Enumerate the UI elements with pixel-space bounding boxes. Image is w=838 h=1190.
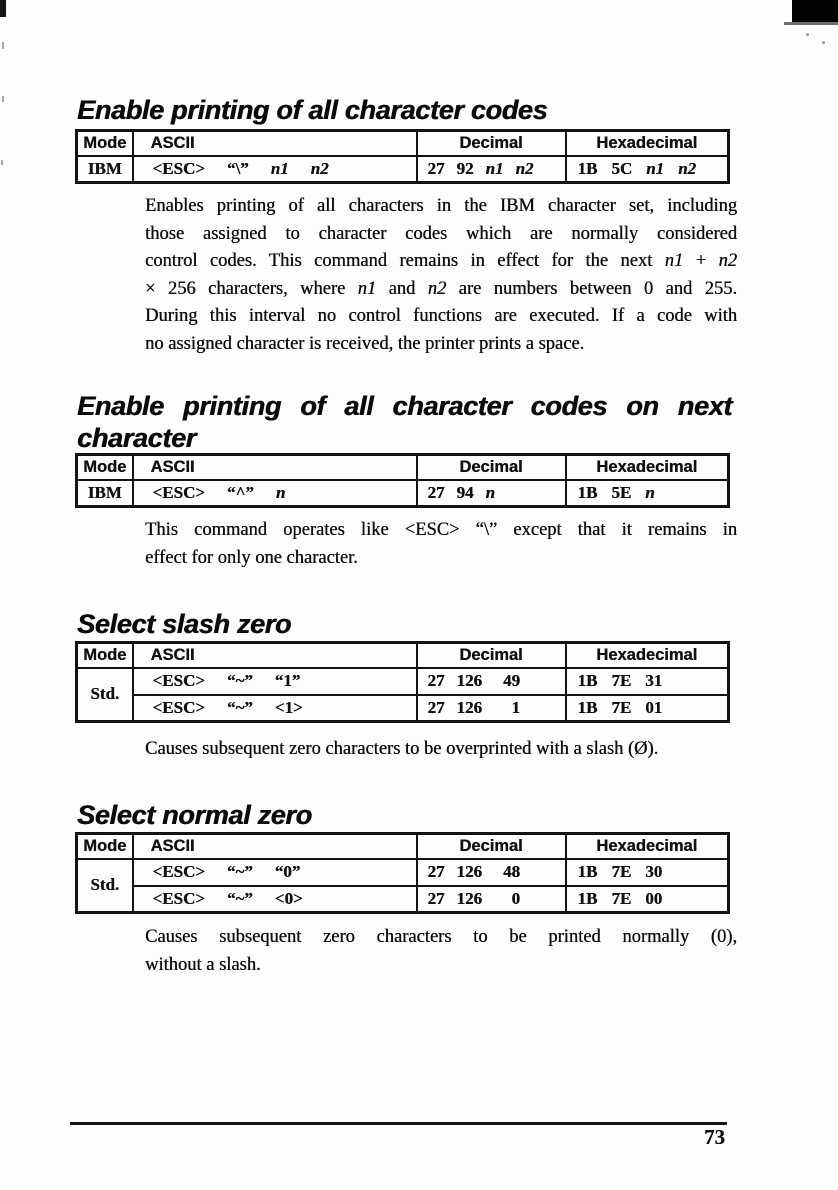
description-paragraph xyxy=(145,736,737,764)
column-header-ascii: ASCII xyxy=(133,834,417,859)
table-row xyxy=(77,695,729,722)
table-header-row xyxy=(77,455,729,480)
ascii-cell: <ESC> “~” <1> xyxy=(133,695,417,722)
hex-cell: 1B 5C n1 n2 xyxy=(566,156,729,183)
table-row xyxy=(77,668,729,695)
command-code-table xyxy=(75,832,730,914)
body-text-line: During this interval no control functions are executed. If a code with xyxy=(145,306,737,326)
scan-noise xyxy=(2,42,4,49)
scan-mark-top-right-underline xyxy=(784,22,838,25)
heading-line: Select slash zero xyxy=(77,609,292,640)
body-text-line: This command operates like <ESC> “\” except that it remains in xyxy=(145,520,737,540)
ascii-cell: <ESC> “~” “1” xyxy=(133,668,417,695)
hex-cell: 1B 7E 30 xyxy=(566,859,729,886)
description-paragraph xyxy=(145,924,737,979)
body-text-line: control codes. This command remains in effect for the next n1 + n2 xyxy=(145,251,737,271)
command-code-table xyxy=(75,129,730,184)
table-header-row xyxy=(77,643,729,668)
mode-cell: Std. xyxy=(77,859,133,913)
ascii-cell: <ESC> “^” n xyxy=(133,480,417,507)
column-header-decimal: Decimal xyxy=(417,834,566,859)
section-heading-select-slash-zero xyxy=(77,608,732,640)
section-heading-enable-next-character xyxy=(77,390,732,454)
column-header-decimal: Decimal xyxy=(417,643,566,668)
body-text-line: × 256 characters, where n1 and n2 are numbers between 0 and 255. xyxy=(145,278,738,299)
column-header-decimal: Decimal xyxy=(417,455,566,480)
column-header-mode: Mode xyxy=(77,455,133,480)
hex-cell: 1B 7E 31 xyxy=(566,668,729,695)
hex-cell: 1B 7E 01 xyxy=(566,695,729,722)
column-header-hexadecimal: Hexadecimal xyxy=(566,834,729,859)
column-header-mode: Mode xyxy=(77,131,133,156)
table-header-row xyxy=(77,834,729,859)
table-row xyxy=(77,480,729,507)
scan-mark-top-left xyxy=(0,0,6,17)
body-text-line: Causes subsequent zero characters to be printed normally (0), xyxy=(145,927,737,947)
section-heading-enable-all-codes xyxy=(77,94,732,126)
column-header-ascii: ASCII xyxy=(133,131,417,156)
command-code-table xyxy=(75,641,730,723)
table-row xyxy=(77,886,729,913)
body-text-line: Causes subsequent zero characters to be overprinted with a slash (Ø). xyxy=(145,739,659,759)
decimal-cell: 27 126 49 xyxy=(417,668,566,695)
hex-cell: 1B 5E n xyxy=(566,480,729,507)
ascii-cell: <ESC> “\” n1 n2 xyxy=(133,156,417,183)
mode-cell: IBM xyxy=(77,156,133,183)
body-text-line: effect for only one character. xyxy=(145,547,358,568)
table-row xyxy=(77,859,729,886)
column-header-mode: Mode xyxy=(77,834,133,859)
decimal-cell: 27 92 n1 n2 xyxy=(417,156,566,183)
description-paragraph xyxy=(145,517,737,572)
heading-line: Select normal zero xyxy=(77,800,312,831)
decimal-cell: 27 126 48 xyxy=(417,859,566,886)
mode-cell: Std. xyxy=(77,668,133,722)
heading-line: Enable printing of all character codes xyxy=(77,95,548,126)
column-header-mode: Mode xyxy=(77,643,133,668)
table-row xyxy=(77,156,729,183)
decimal-cell: 27 126 1 xyxy=(417,695,566,722)
table-header-row xyxy=(77,131,729,156)
body-text-line: Enables printing of all characters in the IBM character set, including xyxy=(145,196,737,216)
scan-noise xyxy=(822,41,825,44)
column-header-hexadecimal: Hexadecimal xyxy=(566,643,729,668)
scan-noise xyxy=(2,96,4,102)
ascii-cell: <ESC> “~” <0> xyxy=(133,886,417,913)
description-paragraph xyxy=(145,193,737,358)
mode-cell: IBM xyxy=(77,480,133,507)
scan-mark-top-right xyxy=(792,0,838,22)
column-header-ascii: ASCII xyxy=(133,643,417,668)
page-number: 73 xyxy=(704,1125,725,1149)
heading-line: Enable printing of all character codes on next xyxy=(77,391,732,422)
decimal-cell: 27 126 0 xyxy=(417,886,566,913)
body-text-line: without a slash. xyxy=(145,954,261,975)
command-code-table xyxy=(75,453,730,508)
hex-cell: 1B 7E 00 xyxy=(566,886,729,913)
body-text-line: those assigned to character codes which are normally considered xyxy=(145,223,737,244)
scan-noise xyxy=(1,160,3,165)
section-heading-select-normal-zero xyxy=(77,799,732,831)
column-header-hexadecimal: Hexadecimal xyxy=(566,455,729,480)
column-header-hexadecimal: Hexadecimal xyxy=(566,131,729,156)
decimal-cell: 27 94 n xyxy=(417,480,566,507)
heading-line: character xyxy=(77,423,196,454)
scan-noise xyxy=(806,33,809,36)
body-text-line: no assigned character is received, the printer prints a space. xyxy=(145,333,585,354)
ascii-cell: <ESC> “~” “0” xyxy=(133,859,417,886)
column-header-decimal: Decimal xyxy=(417,131,566,156)
column-header-ascii: ASCII xyxy=(133,455,417,480)
